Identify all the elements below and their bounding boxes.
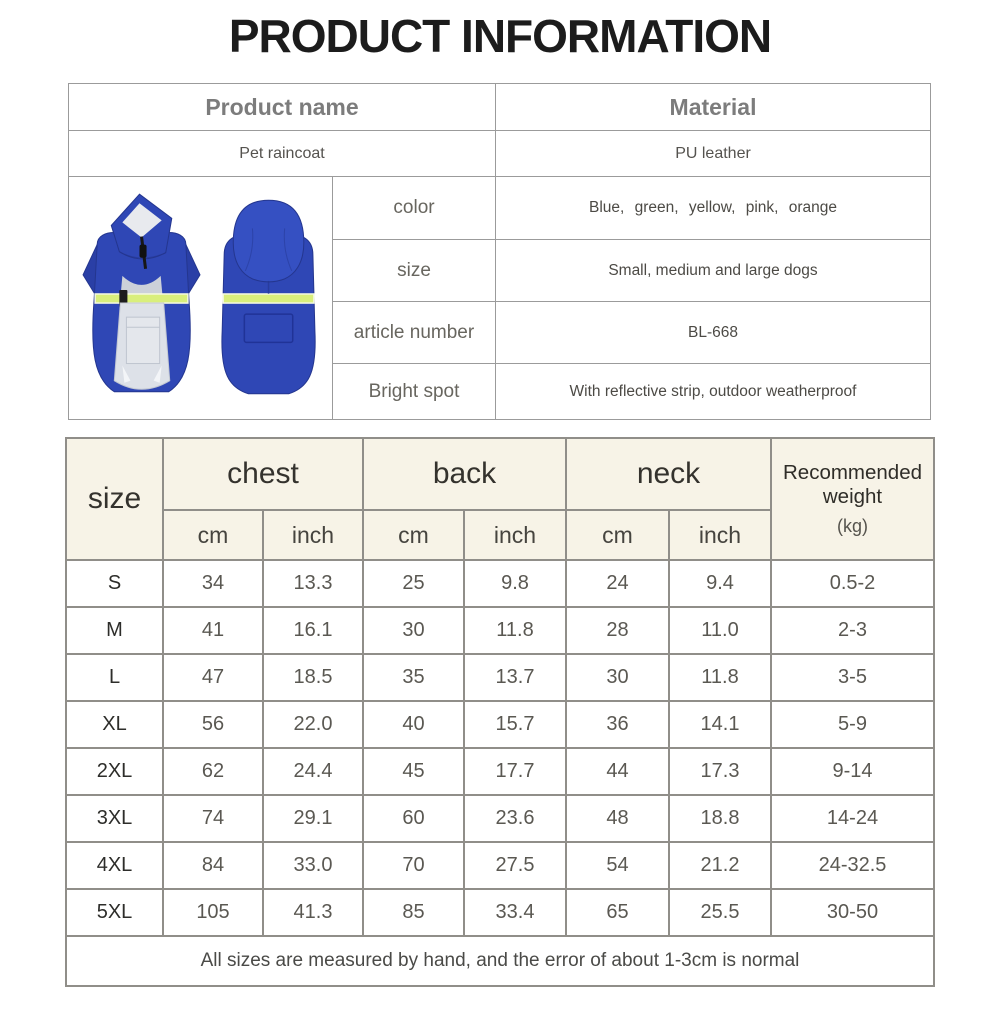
weight-header-unit: (kg) [837, 516, 868, 537]
back-inch-header: inch [464, 510, 566, 560]
chest-inch-header: inch [263, 510, 363, 560]
size-cell: 30 [566, 654, 669, 701]
info-col-header-product-name: Product name [69, 84, 496, 131]
size-row-label: L [66, 654, 163, 701]
info-material-value: PU leather [496, 131, 931, 177]
size-cell: 70 [363, 842, 464, 889]
size-col-header-weight [771, 438, 934, 560]
product-info-table [68, 83, 931, 420]
info-row-value-bright-spot: With reflective strip, outdoor weatherproof [496, 364, 931, 420]
size-col-header-neck: neck [566, 438, 771, 510]
weight-header-label: Recommended weight [782, 460, 922, 508]
size-row-3xl [66, 795, 934, 842]
size-cell: 30 [363, 607, 464, 654]
size-col-header-chest: chest [163, 438, 363, 510]
info-row-value-color: Blue, green, yellow, pink, orange [496, 177, 931, 240]
size-cell: 40 [363, 701, 464, 748]
neck-inch-header: inch [669, 510, 771, 560]
product-image [75, 180, 327, 412]
size-cell: 16.1 [263, 607, 363, 654]
info-row-value-article-number: BL-668 [496, 302, 931, 364]
size-row-label: 3XL [66, 795, 163, 842]
size-cell: 15.7 [464, 701, 566, 748]
size-cell: 34 [163, 560, 263, 607]
size-cell: 62 [163, 748, 263, 795]
raincoat-back-view [221, 200, 314, 394]
raincoat-front-view [83, 194, 200, 392]
size-cell: 5-9 [771, 701, 934, 748]
size-cell: 11.0 [669, 607, 771, 654]
size-cell: 23.6 [464, 795, 566, 842]
info-col-header-material: Material [496, 84, 931, 131]
size-row-label: S [66, 560, 163, 607]
size-row-xl [66, 701, 934, 748]
size-row-label: M [66, 607, 163, 654]
size-cell: 28 [566, 607, 669, 654]
info-row-label-article-number: article number [333, 302, 496, 364]
size-cell: 9-14 [771, 748, 934, 795]
size-cell: 60 [363, 795, 464, 842]
size-cell: 54 [566, 842, 669, 889]
size-cell: 47 [163, 654, 263, 701]
size-row-m [66, 607, 934, 654]
size-cell: 17.3 [669, 748, 771, 795]
size-row-2xl [66, 748, 934, 795]
size-chart-table [65, 437, 935, 987]
info-row-value-size: Small, medium and large dogs [496, 240, 931, 302]
product-image-cell [69, 177, 333, 420]
size-row-s [66, 560, 934, 607]
back-cm-header: cm [363, 510, 464, 560]
size-col-header-size: size [66, 438, 163, 560]
size-cell: 24-32.5 [771, 842, 934, 889]
chest-cm-header: cm [163, 510, 263, 560]
size-cell: 24.4 [263, 748, 363, 795]
size-cell: 13.3 [263, 560, 363, 607]
size-row-label: 4XL [66, 842, 163, 889]
size-cell: 3-5 [771, 654, 934, 701]
size-cell: 22.0 [263, 701, 363, 748]
size-cell: 14-24 [771, 795, 934, 842]
size-cell: 65 [566, 889, 669, 936]
size-cell: 25.5 [669, 889, 771, 936]
size-cell: 56 [163, 701, 263, 748]
size-cell: 18.8 [669, 795, 771, 842]
size-col-header-back: back [363, 438, 566, 510]
size-row-l [66, 654, 934, 701]
size-cell: 36 [566, 701, 669, 748]
size-cell: 84 [163, 842, 263, 889]
page-title: PRODUCT INFORMATION [228, 10, 772, 62]
neck-cm-header: cm [566, 510, 669, 560]
size-cell: 17.7 [464, 748, 566, 795]
size-cell: 11.8 [669, 654, 771, 701]
size-cell: 13.7 [464, 654, 566, 701]
size-cell: 14.1 [669, 701, 771, 748]
size-cell: 74 [163, 795, 263, 842]
size-row-label: 2XL [66, 748, 163, 795]
info-row-label-bright-spot: Bright spot [333, 364, 496, 420]
size-cell: 25 [363, 560, 464, 607]
size-cell: 29.1 [263, 795, 363, 842]
size-cell: 33.4 [464, 889, 566, 936]
size-row-5xl [66, 889, 934, 936]
size-cell: 41 [163, 607, 263, 654]
size-cell: 33.0 [263, 842, 363, 889]
size-cell: 18.5 [263, 654, 363, 701]
size-cell: 27.5 [464, 842, 566, 889]
info-row-label-size: size [333, 240, 496, 302]
size-cell: 105 [163, 889, 263, 936]
info-product-name-value: Pet raincoat [69, 131, 496, 177]
size-row-label: 5XL [66, 889, 163, 936]
size-cell: 44 [566, 748, 669, 795]
size-row-label: XL [66, 701, 163, 748]
size-cell: 45 [363, 748, 464, 795]
size-cell: 85 [363, 889, 464, 936]
size-cell: 41.3 [263, 889, 363, 936]
size-cell: 24 [566, 560, 669, 607]
size-cell: 30-50 [771, 889, 934, 936]
size-cell: 0.5-2 [771, 560, 934, 607]
size-cell: 48 [566, 795, 669, 842]
size-cell: 2-3 [771, 607, 934, 654]
size-row-4xl [66, 842, 934, 889]
size-cell: 11.8 [464, 607, 566, 654]
size-cell: 35 [363, 654, 464, 701]
size-cell: 21.2 [669, 842, 771, 889]
size-table-footnote: All sizes are measured by hand, and the error of about 1-3cm is normal [66, 936, 934, 986]
info-row-label-color: color [333, 177, 496, 240]
size-cell: 9.8 [464, 560, 566, 607]
size-cell: 9.4 [669, 560, 771, 607]
